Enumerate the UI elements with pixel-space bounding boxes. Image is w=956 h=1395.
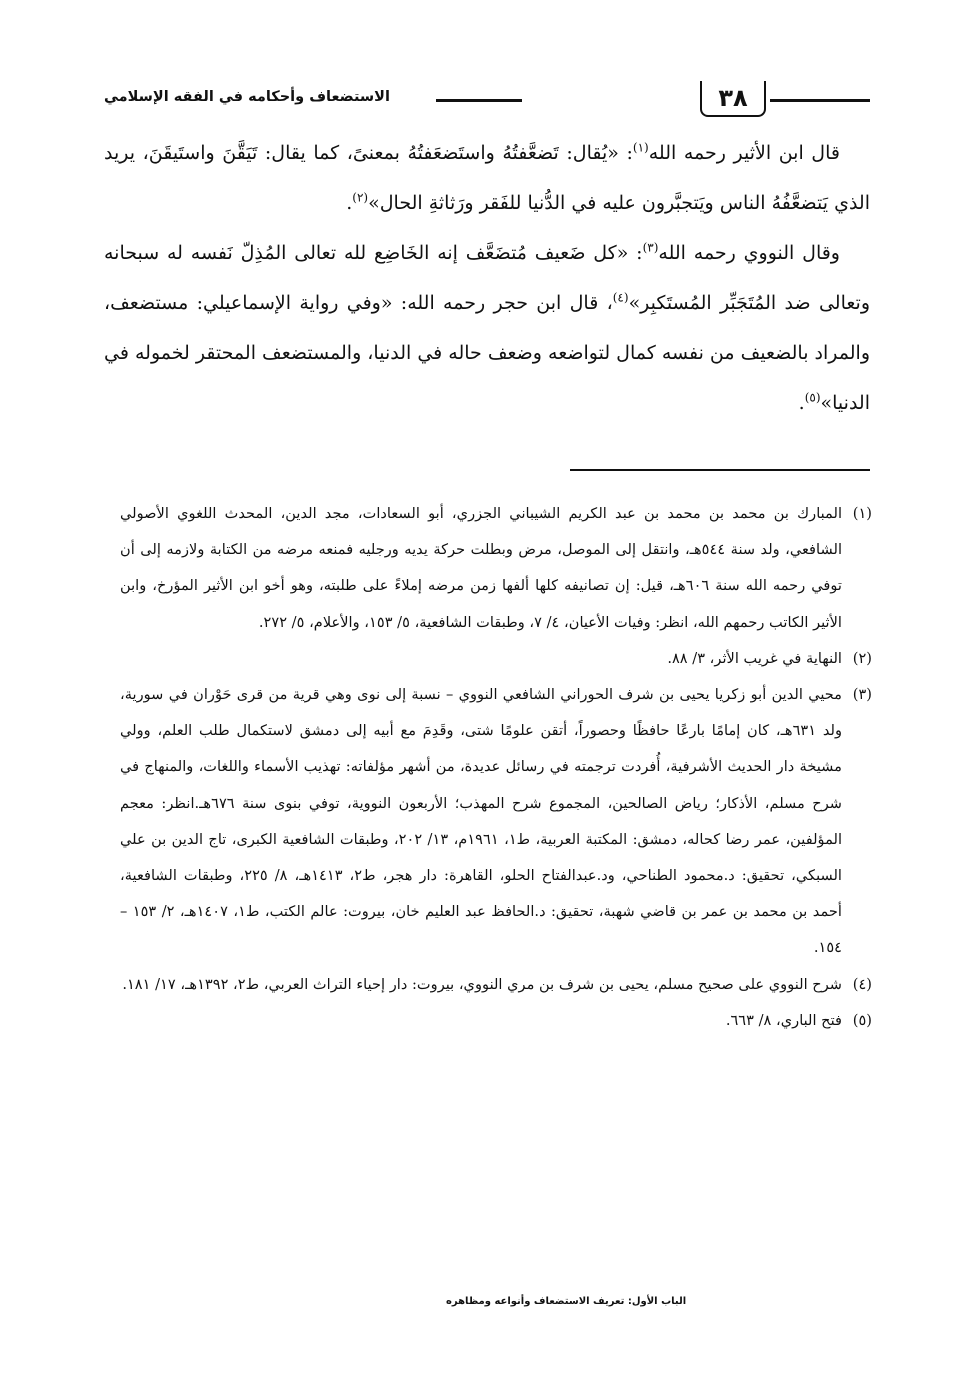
footnote-ref: (٤) bbox=[612, 290, 629, 305]
footnote-ref: (١) bbox=[632, 140, 649, 155]
footnote-separator bbox=[570, 469, 870, 471]
footnote: (٥)فتح الباري، ٨/ ٦٦٣. bbox=[120, 1003, 872, 1039]
footnotes bbox=[120, 496, 872, 1039]
paragraph: وقال النووي رحمه الله$^{(٣)}$: «كل ضَعيف مُتضَعَّف إنه الخَاضِع لله تعالى المُذِلّ نَفسه له سبحانه وتعالى ضد المُتَجَبِّر المُستَكبِر»$^{(٤)}$، قال ابن حجر رحمه الله: «وفي رواية الإسماعيلي: مستضعف، والمراد بالضعيف من نفسه كمال لتواضعه وضعف حاله في الدنيا، والمستضعف المحتقر لخموله في الدنيا»$^{(٥)}$. bbox=[104, 240, 870, 414]
footnote-ref: (٣) bbox=[642, 240, 659, 255]
footnote-number: (٥) bbox=[852, 1011, 872, 1029]
main-text bbox=[104, 128, 870, 428]
footnote-ref: (٢) bbox=[352, 190, 369, 205]
header-rule-right bbox=[770, 99, 870, 102]
footnote-number: (٤) bbox=[852, 975, 872, 993]
footnote: (٣)محيي الدين أبو زكريا يحيى بن شرف الحوراني الشافعي النووي – نسبة إلى نوى وهي قرية من قرى حَوْران في سورية، ولد ٦٣١هـ، كان إمامًا بارعًا حافظًا وحصوراً، أتقن علومًا شتى، وقَدِمَ مع أبيه إلى دمشق لاستكمال طلب العلم، وولي مشيخة دار الحديث الأشرفية، أُفردت ترجمته في رسائل عديدة، من أشهر مؤلفاته: تهذيب الأسماء واللغات، والمنهاج في شرح مسلم، الأذكار؛ رياض الصالحين، المجموع شرح المهذب؛ الأربعون النووية، توفي بنوى سنة ٦٧٦هـ.انظر: معجم المؤلفين، عمر رضا كحاله، دمشق: المكتبة العربية، ط١، ١٩٦١م، ١٣/ ٢٠٢، وطبقات الشافعية الكبرى، تاج الدين بن علي السبكي، تحقيق: د.محمود الطناحي، ود.عبدالفتاح الحلو، القاهرة: دار هجر، ط٢، ١٤١٣هـ، ٨/ ٢٢٥، وطبقات الشافعية، أحمد بن محمد بن عمر بن قاضي شهبة، تحقيق: د.الحافظ عبد العليم خان، بيروت: عالم الكتب، ط١، ١٤٠٧هـ، ٢/ ١٥٣ – ١٥٤. bbox=[120, 677, 872, 967]
header-rule-middle bbox=[436, 99, 522, 102]
footnote: (٤)شرح النووي على صحيح مسلم، يحيى بن شرف بن مري النووي، بيروت: دار إحياء التراث العربي، ط٢، ١٣٩٢هـ، ١٧/ ١٨١. bbox=[120, 967, 872, 1003]
footnote: (١)المبارك بن محمد بن محمد بن عبد الكريم الشيباني الجزري، أبو السعادات، مجد الدين، المحدث اللغوي الأصولي الشافعي، ولد سنة ٥٤٤هـ، وانتقل إلى الموصل، مرض وبطلت حركة يديه ورجليه فمنعه مرضه من الكتابة ولازمه إلى أن توفي رحمه الله سنة ٦٠٦هـ، قيل: إن تصانيفه كلها ألفها زمن مرضه إملاءً على طلبته، وهو أخو ابن الأثير المؤرخ، وابن الأثير الكاتب رحمهم الله، انظر: وفيات الأعيان، ٤/ ٧، وطبقات الشافعية، ٥/ ١٥٣، والأعلام، ٥/ ٢٧٢. bbox=[120, 496, 872, 641]
footnote-number: (٢) bbox=[852, 649, 872, 667]
page-header bbox=[104, 78, 870, 118]
footnote-number: (١) bbox=[852, 505, 872, 522]
footnote-number: (٣) bbox=[852, 686, 872, 704]
footnote-ref: (٥) bbox=[804, 390, 821, 405]
footnote: (٢)النهاية في غريب الأثر، ٣/ ٨٨. bbox=[120, 641, 872, 677]
running-title: الاستضعاف وأحكامه في الفقه الإسلامي bbox=[104, 89, 390, 105]
page-number: ٣٨ bbox=[700, 81, 766, 117]
paragraph: قال ابن الأثير رحمه الله$^{(١)}$: «يُقال: تَضعَّفتُهُ واستَضعَفتُهُ بمعنىً، كما يقال: تَيَقَّنَ واستَيقَنَ، يريد الذي يَتضعَّفُهُ الناس ويَتجبَّرون عليه في الدُّنيا للفَقر ورَثاثةِ الحال»$^{(٢)}$. bbox=[104, 140, 870, 214]
page-footer: الباب الأول: تعريف الاستضعاف وأنواعه ومظاهره bbox=[446, 1296, 687, 1307]
